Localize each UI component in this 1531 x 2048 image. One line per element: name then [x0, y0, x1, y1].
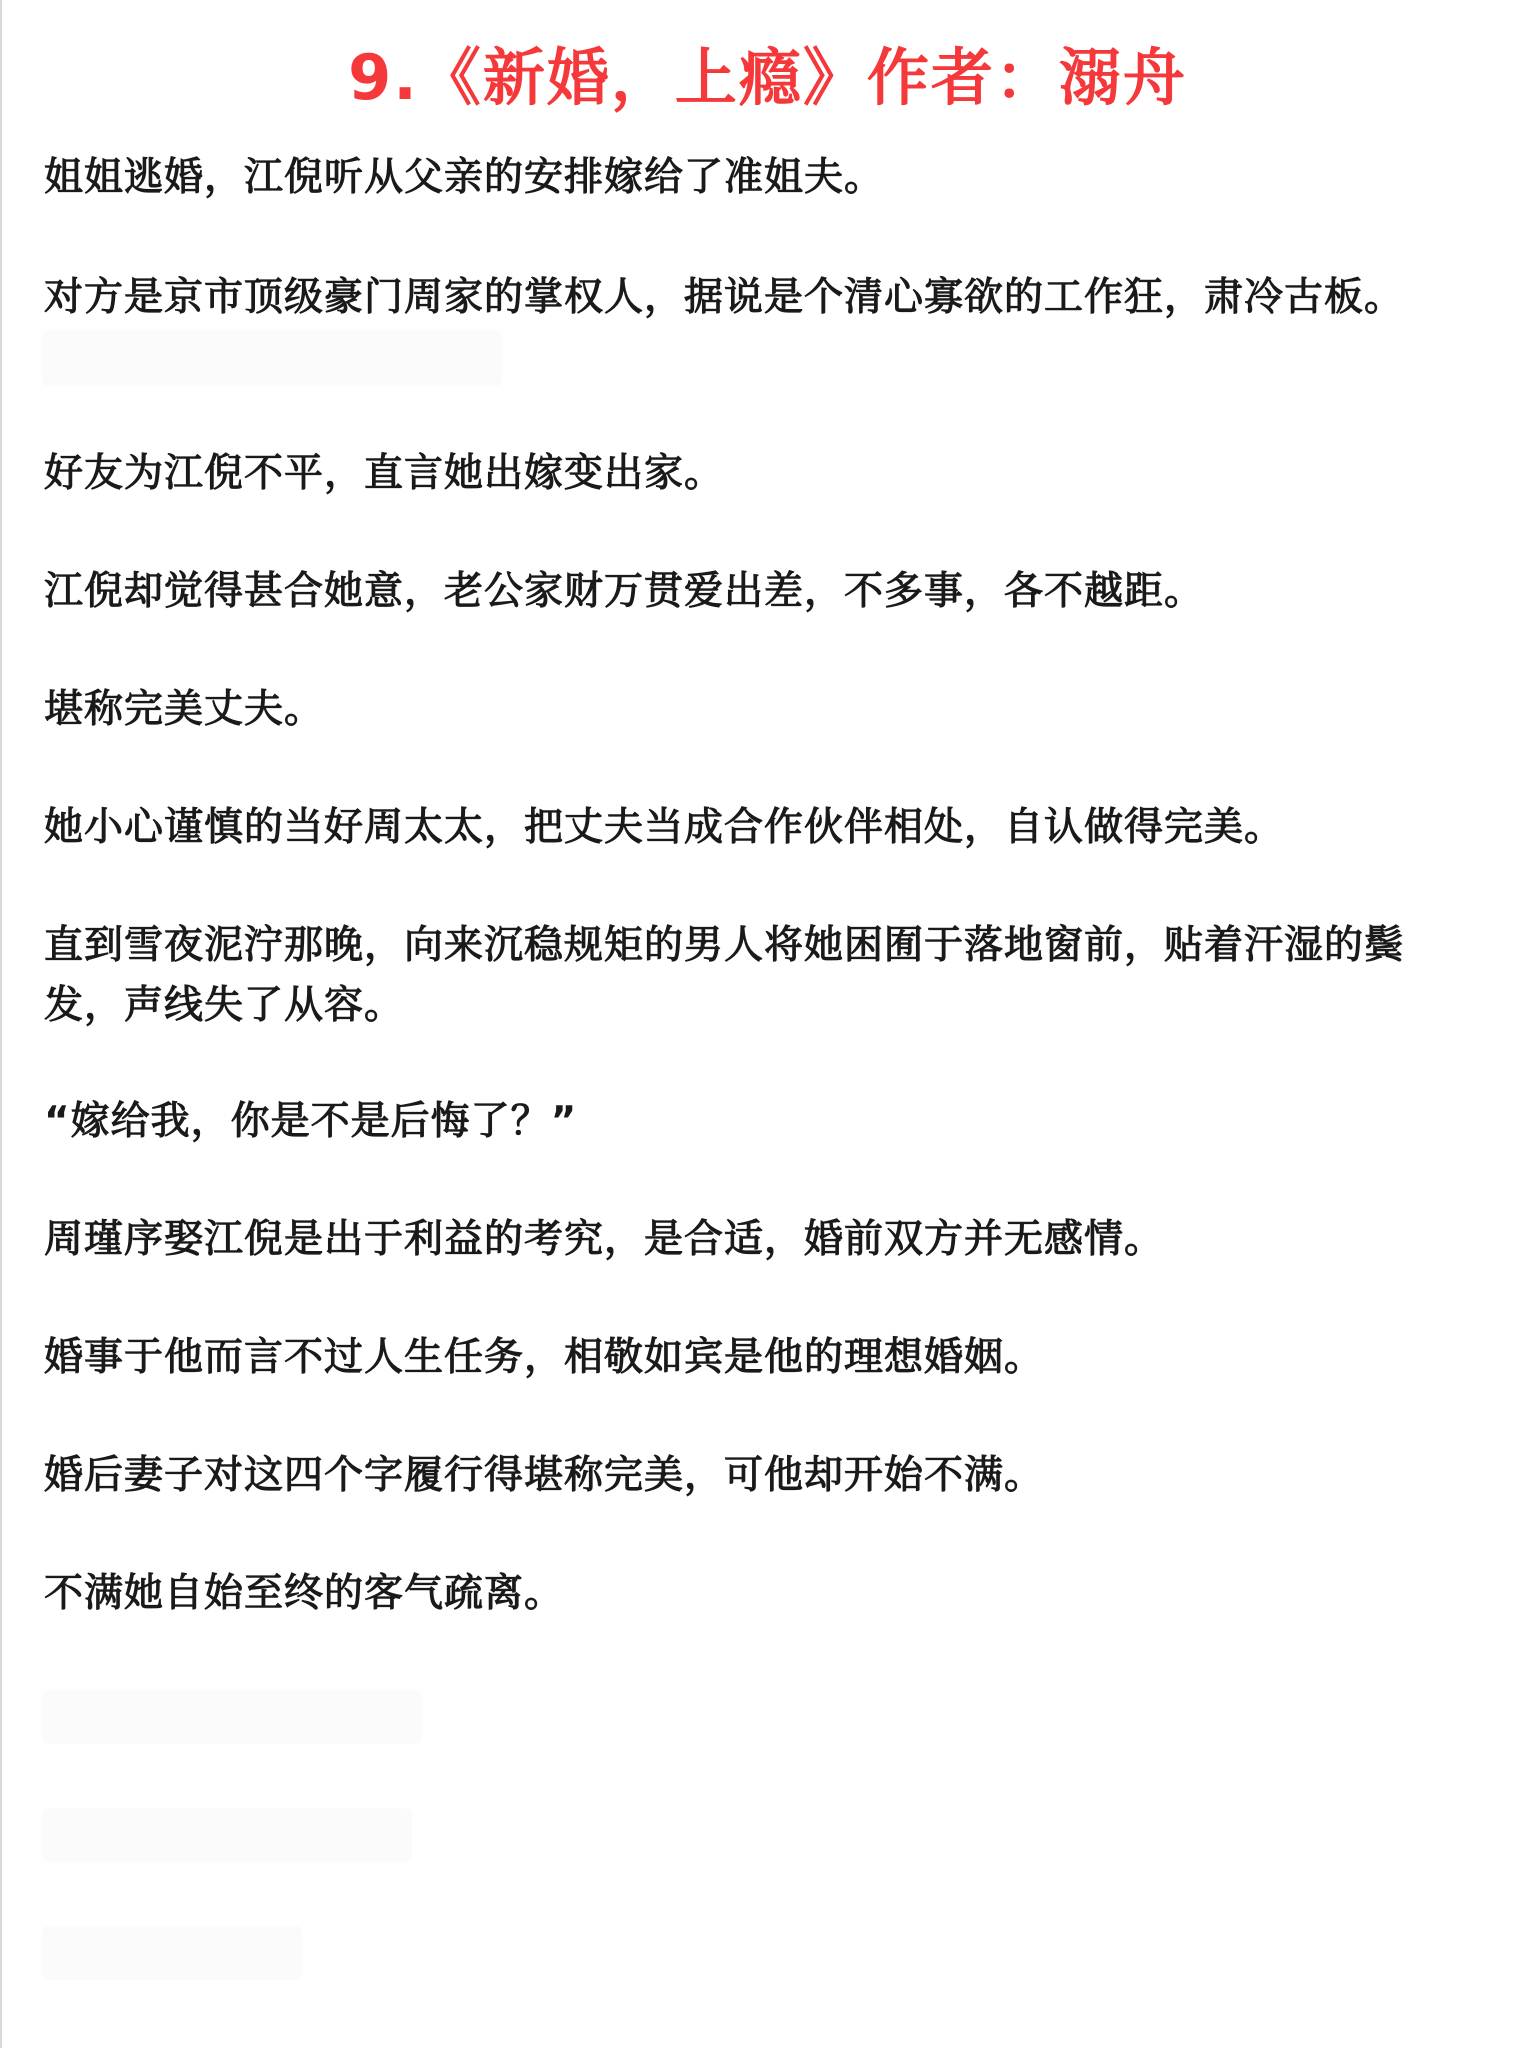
- faint-text-block: [42, 1808, 412, 1862]
- paragraph-8-quote: “嫁给我，你是不是后悔了？”: [44, 1099, 578, 1144]
- faint-text-block: [42, 330, 502, 386]
- paragraph-4: 江倪却觉得甚合她意，老公家财万贯爱出差，不多事，各不越距。: [44, 569, 1205, 614]
- paragraph-2: 对方是京市顶级豪门周家的掌权人，据说是个清心寡欲的工作狂，肃冷古板。: [44, 275, 1405, 320]
- faint-text-block: [42, 1926, 302, 1980]
- paragraph-1: 姐姐逃婚，江倪听从父亲的安排嫁给了准姐夫。: [44, 155, 885, 200]
- paragraph-11: 婚后妻子对这四个字履行得堪称完美，可他却开始不满。: [44, 1453, 1045, 1498]
- paragraph-10: 婚事于他而言不过人生任务，相敬如宾是他的理想婚姻。: [44, 1335, 1045, 1380]
- paragraph-7-line-1: 直到雪夜泥泞那晚，向来沉稳规矩的男人将她困囿于落地窗前，贴着汗湿的鬓: [44, 923, 1405, 968]
- paragraph-9: 周瑾序娶江倪是出于利益的考究，是合适，婚前双方并无感情。: [44, 1217, 1165, 1262]
- page-title: 9.《新婚，上瘾》作者：溺舟: [348, 41, 1187, 114]
- paragraph-5: 堪称完美丈夫。: [44, 687, 325, 732]
- paragraph-12: 不满她自始至终的客气疏离。: [44, 1571, 565, 1616]
- paragraph-7-line-2: 发，声线失了从容。: [44, 983, 405, 1028]
- paragraph-3: 好友为江倪不平，直言她出嫁变出家。: [44, 451, 725, 496]
- paragraph-6: 她小心谨慎的当好周太太，把丈夫当成合作伙伴相处，自认做得完美。: [44, 805, 1285, 850]
- faint-text-block: [42, 1690, 422, 1744]
